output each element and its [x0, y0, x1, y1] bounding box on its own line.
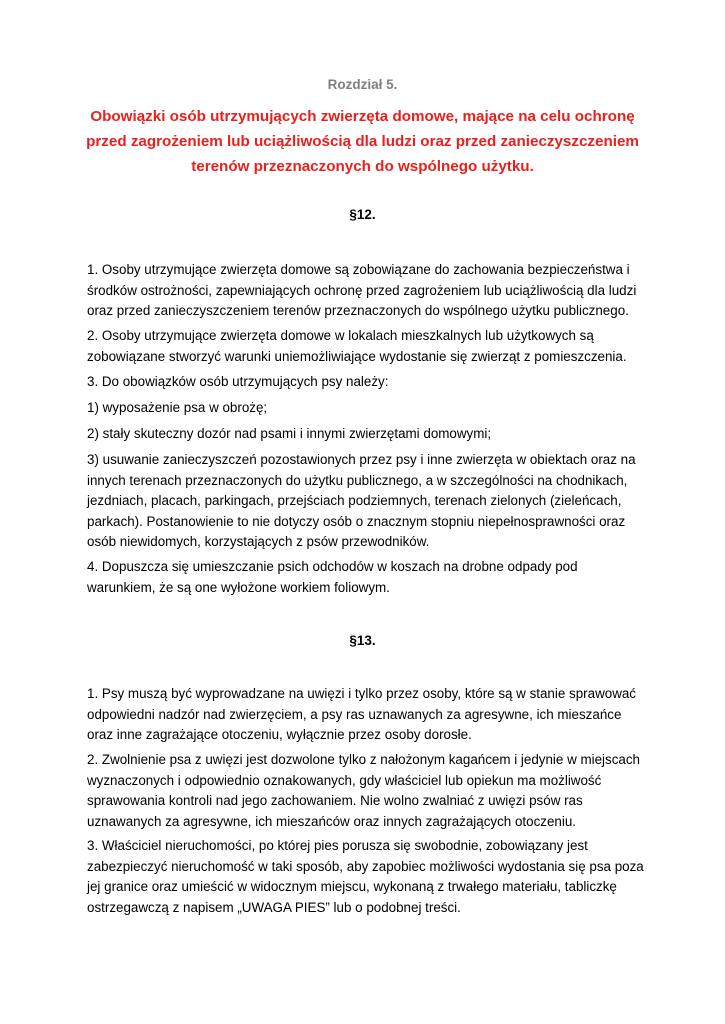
text-line: jezdniach, placach, parkingach, przejściach podziemnych, terenach zielonych (zieleńcach, — [87, 493, 622, 509]
text-line: zabezpieczyć nieruchomość w taki sposób, aby zapobiec możliwości wydostania się psa poza — [87, 858, 644, 874]
section-12-heading: §12. — [349, 207, 376, 222]
text-line: odpowiedni nadzór nad zwierzęciem, a psy ras uznawanych za agresywne, ich mieszańce — [87, 706, 622, 722]
title-line: Obowiązki osób utrzymujących zwierzęta domowe, mające na celu ochronę — [90, 108, 635, 125]
text-line: 3. Do obowiązków osób utrzymujących psy należy: — [87, 374, 389, 389]
chapter-heading: Rozdział 5. — [327, 77, 398, 92]
text-line: 2. Osoby utrzymujące zwierzęta domowe w lokalach mieszkalnych lub użytkowych są — [87, 328, 594, 343]
text-line: warunkiem, że są one wyłożone workiem foliowym. — [87, 579, 390, 595]
text-line: oraz przed zanieczyszczeniem terenów przeznaczonych do wspólnego użytku publicznego. — [87, 303, 629, 319]
text-line: 3. Właściciel nieruchomości, po której pies porusza się swobodnie, zobowiązany jest — [87, 838, 588, 853]
paragraph-12-1 — [87, 260, 647, 322]
text-line: 1) wyposażenie psa w obrożę; — [87, 400, 268, 415]
text-line: innych terenach przeznaczonych do użytku publicznego, a w szczególności na chodnikach, — [87, 472, 628, 488]
title-line: terenów przeznaczonych do wspólnego użytku. — [191, 158, 534, 175]
text-line: 1. Psy muszą być wyprowadzane na uwięzi i tylko przez osoby, które są w stanie sprawować — [87, 686, 637, 701]
text-line: uznawanych za agresywne, ich mieszańców oraz innych zagrażających otoczeniu. — [87, 813, 577, 829]
text-line: 1. Osoby utrzymujące zwierzęta domowe są zobowiązane do zachowania bezpieczeństwa i — [87, 262, 630, 277]
text-line: jej granice oraz umieścić w widocznym miejscu, wykonaną z trwałego materiału, tabliczkę — [87, 879, 617, 895]
text-line: oraz inne zagrażające otoczeniu, wyłącznie przez osoby dorosłe. — [87, 727, 472, 743]
text-line: wyznaczonych i odpowiednio oznakowanych, gdy właściciel lub opiekun ma możliwość — [87, 772, 602, 788]
text-line: środków ostrożności, zapewniających ochronę przed zagrożeniem lub uciążliwością dla ludzi — [87, 282, 637, 298]
text-line: osób niewidomych, korzystających z psów przewodników. — [87, 534, 430, 550]
text-line: 2) stały skuteczny dozór nad psami i innymi zwierzętami domowymi; — [87, 426, 492, 441]
paragraph-13-2 — [87, 750, 647, 832]
text-line: ostrzegawczą z napisem „UWAGA PIES” lub o podobnej treści. — [87, 899, 461, 915]
paragraph-12-2 — [87, 326, 647, 367]
paragraph-12-3 — [87, 372, 647, 393]
text-line: 2. Zwolnienie psa z uwięzi jest dozwolone tylko z nałożonym kagańcem i jedynie w miejscach — [87, 752, 640, 767]
text-line: 3) usuwanie zanieczyszczeń pozostawionych przez psy i inne zwierzęta w obiektach oraz na — [87, 452, 636, 467]
list-item-12-3-1 — [87, 398, 647, 419]
text-line: sprawowania kontroli nad jego zachowaniem. Nie wolno zwalniać z uwięzi psów ras — [87, 793, 583, 809]
list-item-12-3-3 — [87, 450, 647, 553]
title-line: przed zagrożeniem lub uciążliwością dla ludzi oraz przed zanieczyszczeniem — [86, 133, 639, 150]
text-line: zobowiązane stworzyć warunki uniemożliwiające wydostanie się zwierząt z pomieszczenia. — [87, 348, 627, 364]
paragraph-12-4 — [87, 557, 647, 598]
text-line: 4. Dopuszcza się umieszczanie psich odchodów w koszach na drobne odpady pod — [87, 559, 578, 574]
section-13-heading: §13. — [349, 633, 376, 648]
paragraph-13-1 — [87, 684, 647, 746]
list-item-12-3-2 — [87, 424, 647, 445]
paragraph-13-3 — [87, 836, 647, 918]
text-line: parkach). Postanowienie to nie dotyczy osób o znacznym stopniu niepełnosprawności oraz — [87, 513, 626, 529]
chapter-title — [60, 104, 665, 179]
